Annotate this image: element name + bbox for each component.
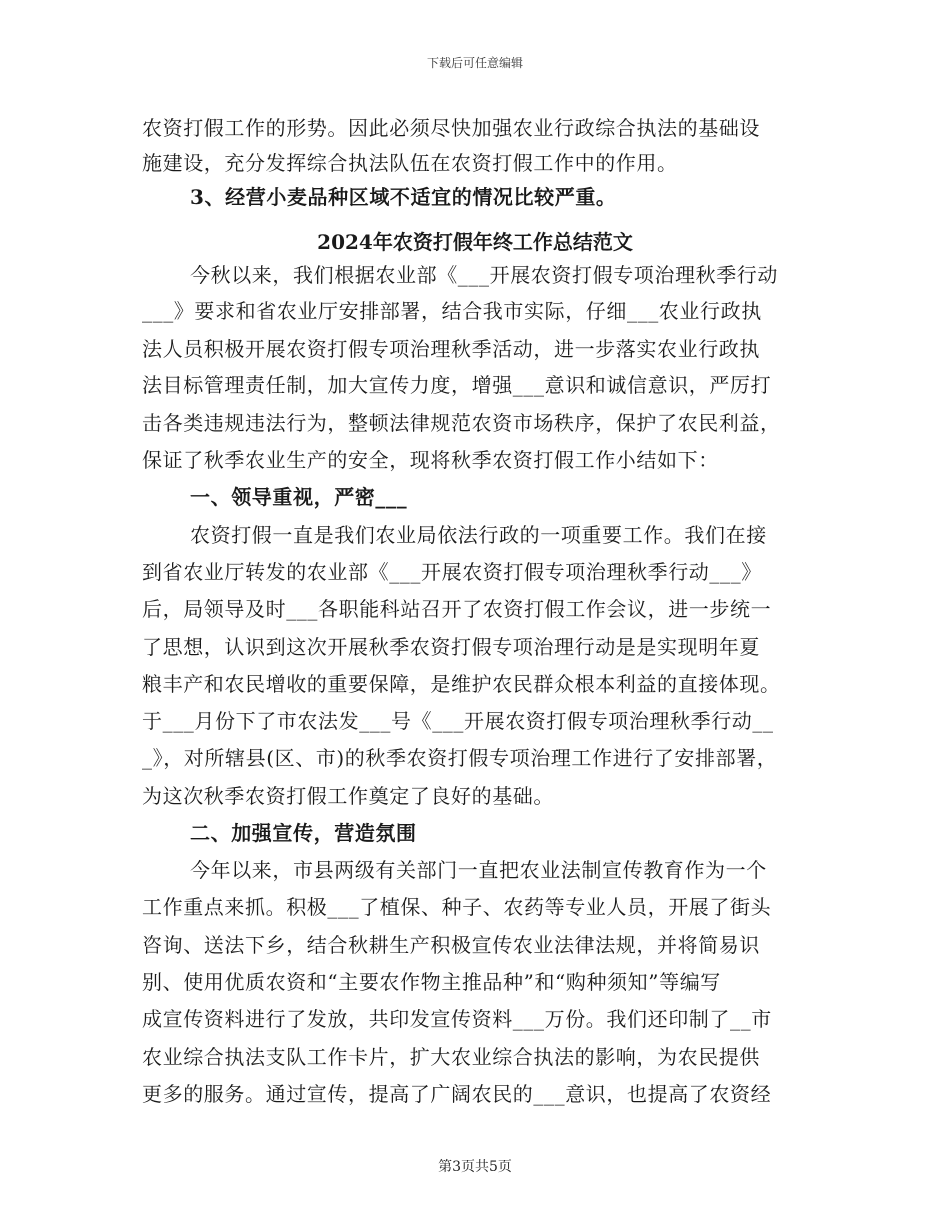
paragraph-line: 保证了秋季农业生产的安全，现将秋季农资打假工作小结如下： — [142, 448, 719, 472]
page-number: 第3页共5页 — [438, 1159, 512, 1175]
section-heading: 一、领导重视，严密___ — [190, 485, 408, 509]
paragraph-line: 击各类违规违法行为，整顿法律规范农资市场秩序，保护了农民利益， — [142, 411, 781, 435]
paragraph-line: 农资打假一直是我们农业局依法行政的一项重要工作。我们在接 — [190, 523, 767, 547]
section-heading: 3、经营小麦品种区域不适宜的情况比较严重。 — [190, 185, 617, 209]
paragraph-line: 咨询、送法下乡，结合秋耕生产积极宣传农业法律法规，并将简易识 — [142, 933, 760, 957]
paragraph-line: 施建设，充分发挥综合执法队伍在农资打假工作中的作用。 — [142, 151, 678, 175]
paragraph-line: 工作重点来抓。积极___了植保、种子、农药等专业人员，开展了街头 — [142, 895, 772, 919]
paragraph-line: 法人员积极开展农资打假专项治理秋季活动，进一步落实农业行政执 — [142, 337, 760, 361]
paragraph-line: 成宣传资料进行了发放，共印发宣传资料___万份。我们还印制了__市 — [142, 1007, 772, 1031]
paragraph-line: ___》要求和省农业厅安排部署，结合我市实际，仔细___农业行政执 — [142, 299, 762, 323]
paragraph-line: 农业综合执法支队工作卡片，扩大农业综合执法的影响，为农民提供 — [142, 1045, 760, 1069]
paragraph-line: 今秋以来，我们根据农业部《___开展农资打假专项治理秋季行动 — [190, 263, 778, 287]
paragraph-line: 更多的服务。通过宣传，提高了广阔农民的___意识，也提高了农资经 — [142, 1082, 772, 1106]
paragraph-line: 后，局领导及时___各职能科站召开了农资打假工作会议，进一步统一 — [142, 597, 772, 621]
paragraph-line: 到省农业厅转发的农业部《___开展农资打假专项治理秋季行动___》 — [142, 560, 762, 584]
paragraph-line: _》，对所辖县(区、市)的秋季农资打假专项治理工作进行了安排部署， — [142, 746, 778, 770]
paragraph-line: 今年以来，市县两级有关部门一直把农业法制宣传教育作为一个 — [190, 858, 767, 882]
paragraph-line: 别、使用优质农资和“主要农作物主推品种”和“购种须知”等编写 — [142, 970, 721, 994]
section-heading: 二、加强宣传，营造氛围 — [190, 821, 417, 845]
paragraph-line: 为这次秋季农资打假工作奠定了良好的基础。 — [142, 784, 554, 808]
document-title: 2024年农资打假年终工作总结范文 — [317, 230, 633, 254]
paragraph-line: 于___月份下了市农法发___号《___开展农资打假专项治理秋季行动__ — [142, 709, 774, 733]
header-note: 下载后可任意编辑 — [426, 56, 523, 70]
paragraph-line: 粮丰产和农民增收的重要保障，是维护农民群众根本利益的直接体现。 — [142, 672, 781, 696]
paragraph-line: 法目标管理责任制，加大宣传力度，增强___意识和诚信意识，严厉打 — [142, 373, 772, 397]
paragraph-line: 农资打假工作的形势。因此必须尽快加强农业行政综合执法的基础设 — [142, 116, 760, 140]
paragraph-line: 了思想，认识到这次开展秋季农资打假专项治理行动是是实现明年夏 — [142, 635, 760, 659]
